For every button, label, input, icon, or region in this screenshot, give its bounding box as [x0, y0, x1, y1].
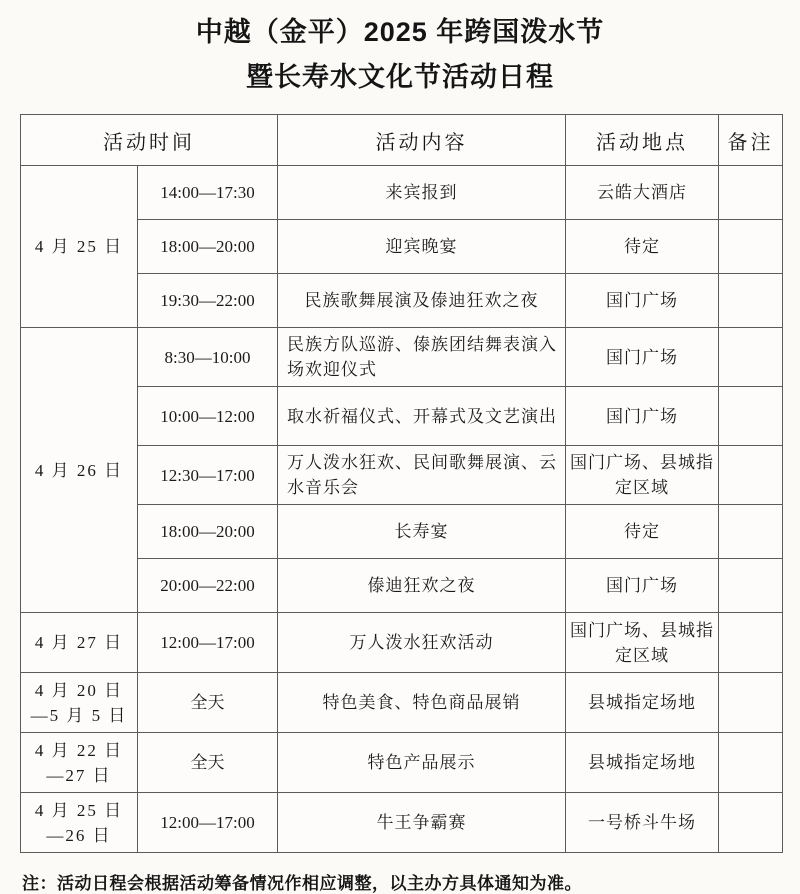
- cell-place: [566, 220, 719, 274]
- column-header-content: 活动内容: [278, 115, 566, 166]
- schedule-table: [20, 114, 783, 853]
- cell-note: [719, 274, 783, 328]
- time-text: 19:30—22:00: [160, 291, 255, 310]
- cell-time: [138, 446, 278, 505]
- note-text: [719, 412, 782, 420]
- cell-place: [566, 328, 719, 387]
- cell-place: [566, 673, 719, 733]
- column-header-time: 活动时间: [21, 115, 278, 166]
- column-header-place: 活动地点: [566, 115, 719, 166]
- cell-time: [138, 673, 278, 733]
- cell-note: [719, 673, 783, 733]
- cell-date: [21, 673, 138, 733]
- place-text: 国门广场、县城指定区域: [570, 453, 714, 497]
- cell-note: [719, 328, 783, 387]
- table-row: [21, 166, 783, 220]
- cell-date: [21, 793, 138, 853]
- cell-note: [719, 505, 783, 559]
- time-text: 12:30—17:00: [160, 465, 255, 485]
- cell-place: [566, 733, 719, 793]
- cell-content: [278, 793, 566, 853]
- place-text: 国门广场、县城指定区域: [570, 620, 714, 665]
- note-text: [719, 528, 782, 536]
- time-text: 14:00—17:30: [160, 183, 255, 202]
- content-text: 特色产品展示: [367, 753, 476, 772]
- cell-time: [138, 559, 278, 613]
- cell-time: [138, 328, 278, 387]
- header-row: [21, 115, 783, 166]
- date-text: 4 月 25 日 —26 日: [34, 800, 124, 845]
- cell-time: [138, 793, 278, 853]
- time-text: 8:30—10:00: [164, 347, 251, 367]
- footnote: 注：活动日程会根据活动筹备情况作相应调整，以主办方具体通知为准。: [22, 874, 582, 893]
- cell-time: [138, 387, 278, 446]
- content-text: 傣迪狂欢之夜: [367, 576, 476, 595]
- place-text: 待定: [624, 237, 660, 256]
- place-text: 云皓大酒店: [597, 183, 687, 202]
- cell-content: [278, 446, 566, 505]
- cell-time: [138, 166, 278, 220]
- table-row: [21, 673, 783, 733]
- content-text: 万人泼水狂欢、民间歌舞展演、云水音乐会: [287, 453, 557, 497]
- time-text: 12:00—17:00: [160, 633, 255, 652]
- content-text: 万人泼水狂欢活动: [349, 633, 494, 652]
- table-row: [21, 733, 783, 793]
- place-text: 一号桥斗牛场: [588, 813, 696, 832]
- cell-content: [278, 733, 566, 793]
- cell-note: [719, 793, 783, 853]
- cell-note: [719, 446, 783, 505]
- table-row: [21, 328, 783, 387]
- note-text: [719, 819, 782, 827]
- cell-date: [21, 328, 138, 613]
- note-text: [719, 297, 782, 305]
- cell-content: [278, 559, 566, 613]
- content-text: 长寿宴: [394, 522, 449, 541]
- title-line-1: 中越（金平）2025 年跨国泼水节: [195, 17, 605, 47]
- title-line-2: 暨长寿水文化节活动日程: [246, 62, 554, 92]
- cell-content: [278, 505, 566, 559]
- content-text: 迎宾晚宴: [385, 237, 458, 256]
- time-text: 20:00—22:00: [160, 576, 255, 595]
- table-body: [21, 166, 783, 853]
- note-text: [719, 189, 782, 197]
- note-text: [719, 471, 782, 479]
- cell-time: [138, 733, 278, 793]
- note-text: [719, 759, 782, 767]
- place-text: 待定: [624, 522, 660, 541]
- cell-date: [21, 166, 138, 328]
- cell-content: [278, 220, 566, 274]
- cell-date: [21, 733, 138, 793]
- table-row: [21, 793, 783, 853]
- cell-note: [719, 733, 783, 793]
- cell-place: [566, 274, 719, 328]
- date-text: 4 月 22 日 —27 日: [34, 740, 124, 785]
- cell-time: [138, 505, 278, 559]
- place-text: 国门广场: [606, 406, 678, 426]
- cell-content: [278, 166, 566, 220]
- cell-content: [278, 613, 566, 673]
- place-text: 县城指定场地: [588, 693, 696, 712]
- cell-place: [566, 559, 719, 613]
- time-text: 全天: [190, 693, 225, 712]
- date-text: 4 月 20 日 —5 月 5 日: [30, 680, 128, 725]
- cell-time: [138, 220, 278, 274]
- cell-place: [566, 613, 719, 673]
- place-text: 国门广场: [606, 291, 678, 310]
- cell-content: [278, 274, 566, 328]
- place-text: 县城指定场地: [588, 753, 696, 772]
- cell-place: [566, 446, 719, 505]
- cell-note: [719, 166, 783, 220]
- cell-place: [566, 505, 719, 559]
- cell-note: [719, 559, 783, 613]
- note-text: [719, 639, 782, 647]
- cell-note: [719, 387, 783, 446]
- cell-place: [566, 793, 719, 853]
- cell-content: [278, 387, 566, 446]
- cell-place: [566, 166, 719, 220]
- place-text: 国门广场: [606, 576, 678, 595]
- time-text: 18:00—20:00: [160, 237, 255, 256]
- note-text: [719, 699, 782, 707]
- content-text: 民族方队巡游、傣族团结舞表演入场欢迎仪式: [287, 335, 557, 379]
- time-text: 全天: [190, 753, 225, 772]
- table-row: [21, 613, 783, 673]
- content-text: 取水祈福仪式、开幕式及文艺演出: [287, 406, 557, 426]
- date-text: 4 月 27 日: [34, 633, 124, 652]
- cell-note: [719, 613, 783, 673]
- cell-content: [278, 673, 566, 733]
- schedule-table-wrapper: [20, 114, 782, 853]
- note-text: [719, 582, 782, 590]
- content-text: 来宾报到: [385, 183, 458, 202]
- time-text: 18:00—20:00: [160, 522, 255, 541]
- page-title: [0, 0, 800, 100]
- content-text: 牛王争霸赛: [376, 813, 467, 832]
- cell-time: [138, 613, 278, 673]
- date-text: 4 月 25 日: [34, 237, 124, 256]
- time-text: 10:00—12:00: [160, 406, 255, 426]
- cell-time: [138, 274, 278, 328]
- cell-note: [719, 220, 783, 274]
- note-text: [719, 353, 782, 361]
- table-head: [21, 115, 783, 166]
- place-text: 国门广场: [606, 347, 678, 367]
- cell-place: [566, 387, 719, 446]
- time-text: 12:00—17:00: [160, 813, 255, 832]
- content-text: 民族歌舞展演及傣迪狂欢之夜: [304, 291, 539, 310]
- column-header-note: 备注: [719, 115, 783, 166]
- note-text: [719, 243, 782, 251]
- cell-content: [278, 328, 566, 387]
- date-text: 4 月 26 日: [34, 460, 124, 480]
- content-text: 特色美食、特色商品展销: [322, 693, 521, 712]
- cell-date: [21, 613, 138, 673]
